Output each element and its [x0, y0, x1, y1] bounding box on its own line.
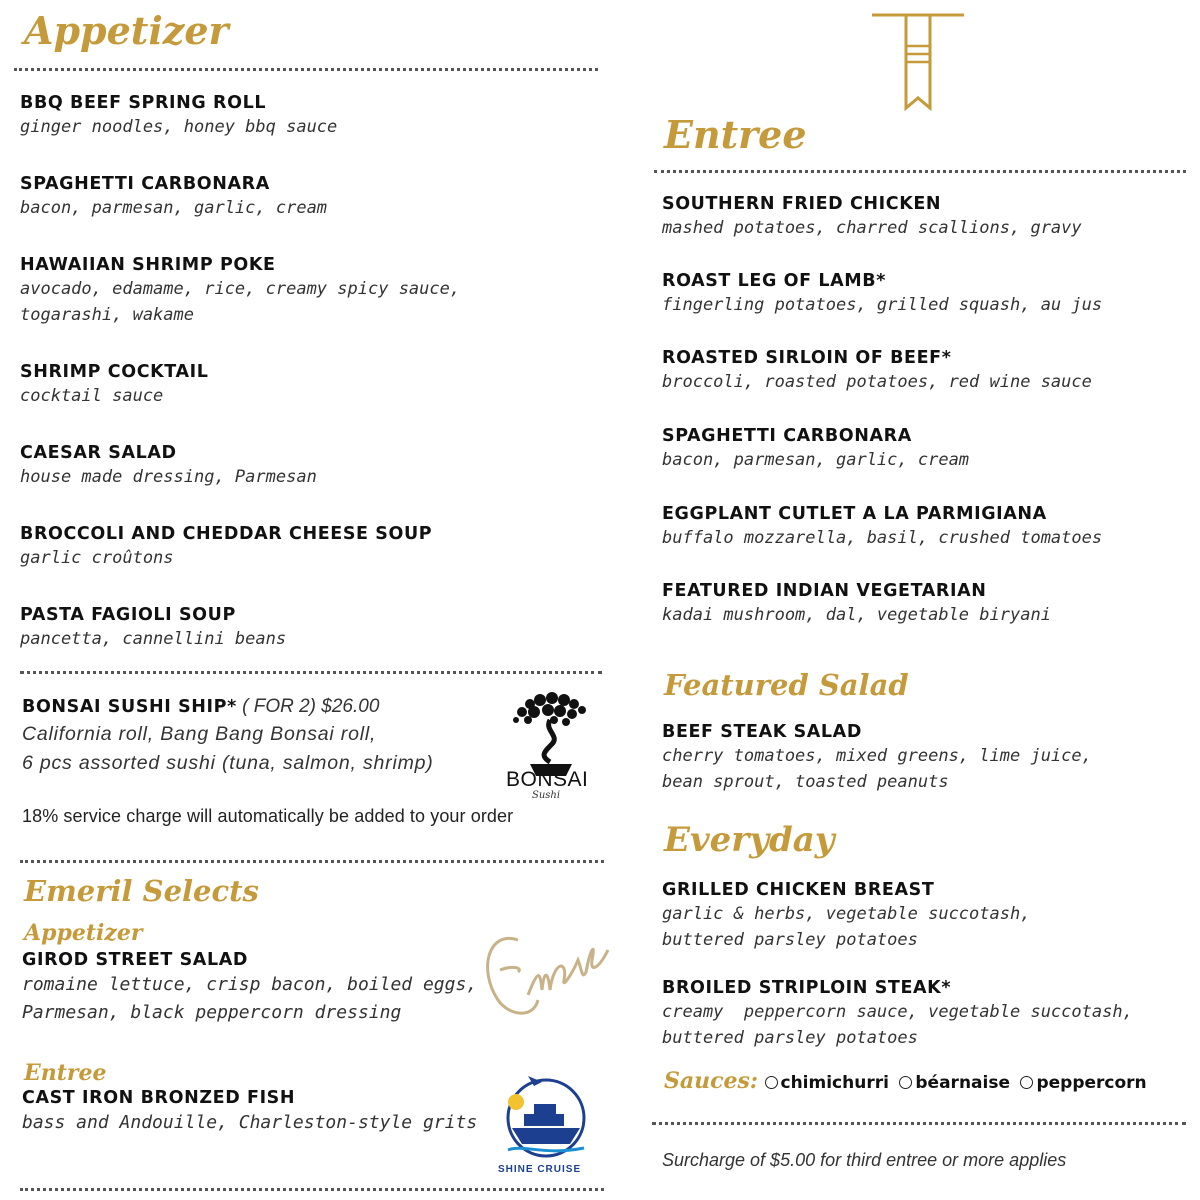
featured-salad-heading: Featured Salad — [664, 668, 909, 702]
item-description: bass and Andouille, Charleston-style grits — [22, 1112, 478, 1133]
sauce-radio[interactable] — [765, 1076, 778, 1089]
item-description: togarashi, wakame — [20, 305, 194, 325]
sauce-radio[interactable] — [1020, 1076, 1033, 1089]
item-name: SPAGHETTI CARBONARA — [20, 174, 270, 194]
menu-item — [20, 604, 286, 652]
item-description: avocado, edamame, rice, creamy spicy sauce, — [20, 279, 461, 299]
menu-item — [662, 721, 1092, 795]
menu-item — [662, 425, 969, 473]
menu-item — [662, 580, 1051, 628]
item-name: PASTA FAGIOLI SOUP — [20, 605, 236, 625]
item-name: BEEF STEAK SALAD — [662, 722, 862, 742]
item-description: bean sprout, toasted peanuts — [662, 772, 949, 792]
shine-cruise-logo-text: SHINE CRUISE — [498, 1164, 582, 1175]
emeril-selects-heading: Emeril Selects — [24, 874, 259, 908]
menu-item — [20, 442, 317, 490]
item-description: house made dressing, Parmesan — [20, 467, 317, 487]
menu-item — [20, 523, 432, 571]
sauces-row — [664, 1068, 1147, 1094]
item-description: creamy peppercorn sauce, vegetable succotash, — [662, 1002, 1133, 1022]
sauce-radio[interactable] — [899, 1076, 912, 1089]
item-name: BONSAI SUSHI SHIP* — [22, 697, 237, 717]
menu-item — [662, 503, 1102, 551]
item-description: buttered parsley potatoes — [662, 930, 918, 950]
divider — [652, 1122, 1186, 1125]
item-description: broccoli, roasted potatoes, red wine sauce — [662, 372, 1092, 392]
item-description: kadai mushroom, dal, vegetable biryani — [662, 605, 1051, 625]
bonsai-logo-text: BONSAI — [506, 768, 589, 791]
item-description: cherry tomatoes, mixed greens, lime juice, — [662, 746, 1092, 766]
item-name: ROAST LEG OF LAMB* — [662, 271, 886, 291]
emeril-entree-label: Entree — [24, 1060, 107, 1086]
item-name: FEATURED INDIAN VEGETARIAN — [662, 581, 987, 601]
item-name: SHRIMP COCKTAIL — [20, 362, 209, 382]
item-description: buffalo mozzarella, basil, crushed tomatoes — [662, 528, 1103, 548]
divider — [14, 68, 598, 71]
emeril-appetizer-label: Appetizer — [24, 920, 143, 946]
menu-item — [662, 270, 1102, 318]
menu-item — [662, 977, 1133, 1051]
item-description: 6 pcs assorted sushi (tuna, salmon, shrimp) — [22, 752, 434, 774]
divider — [20, 671, 602, 674]
divider — [654, 170, 1186, 173]
menu-item — [662, 347, 1092, 395]
divider — [20, 1188, 604, 1191]
bonsai-logo-script: Sushi — [532, 790, 561, 801]
item-description: California roll, Bang Bang Bonsai roll, — [22, 723, 377, 745]
shine-cruise-logo — [494, 1068, 598, 1180]
item-description: bacon, parmesan, garlic, cream — [662, 450, 970, 470]
cruise-ship-icon — [494, 1068, 598, 1160]
item-description: cocktail sauce — [20, 386, 164, 406]
menu-item — [22, 949, 477, 1027]
item-name: ROASTED SIRLOIN OF BEEF* — [662, 348, 952, 368]
sauce-option-peppercorn: peppercorn — [1036, 1073, 1147, 1093]
item-description: mashed potatoes, charred scallions, gravy — [662, 218, 1082, 238]
appetizer-heading: Appetizer — [24, 8, 229, 53]
item-name: GIROD STREET SALAD — [22, 950, 248, 970]
menu-item — [662, 193, 1082, 241]
price-note: ( FOR 2) $26.00 — [236, 696, 380, 717]
emeril-signature-logo — [478, 900, 618, 1040]
item-description: ginger noodles, honey bbq sauce — [20, 117, 338, 137]
item-description: Parmesan, black peppercorn dressing — [22, 1002, 402, 1023]
item-name: BBQ BEEF SPRING ROLL — [20, 93, 267, 113]
item-name: CAST IRON BRONZED FISH — [22, 1088, 296, 1108]
item-description: bacon, parmesan, garlic, cream — [20, 198, 328, 218]
menu-item — [20, 361, 208, 409]
sushi-item — [22, 694, 434, 778]
ribbon-icon — [868, 10, 968, 114]
item-description: fingerling potatoes, grilled squash, au jus — [662, 295, 1103, 315]
item-name: GRILLED CHICKEN BREAST — [662, 880, 935, 900]
item-name: EGGPLANT CUTLET A LA PARMIGIANA — [662, 504, 1047, 524]
everyday-heading: Everyday — [664, 820, 835, 860]
item-description: buttered parsley potatoes — [662, 1028, 918, 1048]
menu-item — [662, 879, 1030, 953]
item-name: SOUTHERN FRIED CHICKEN — [662, 194, 942, 214]
item-name: BROCCOLI AND CHEDDAR CHEESE SOUP — [20, 524, 433, 544]
item-description: pancetta, cannellini beans — [20, 629, 287, 649]
item-name: SPAGHETTI CARBONARA — [662, 426, 912, 446]
item-name: CAESAR SALAD — [20, 443, 177, 463]
item-description: garlic & herbs, vegetable succotash, — [662, 904, 1031, 924]
menu-item — [20, 92, 337, 140]
divider — [20, 860, 604, 863]
item-description: garlic croûtons — [20, 548, 174, 568]
item-description: romaine lettuce, crisp bacon, boiled eggs, — [22, 974, 478, 995]
sauce-option-chimichurri: chimichurri — [780, 1073, 889, 1093]
menu-item — [20, 173, 327, 221]
menu-item — [22, 1087, 477, 1137]
item-name: HAWAIIAN SHRIMP POKE — [20, 255, 276, 275]
menu-item — [20, 254, 460, 328]
surcharge-note: Surcharge of $5.00 for third entree or more applies — [662, 1150, 1067, 1170]
sauces-label: Sauces: — [664, 1068, 759, 1094]
sauce-option-bearnaise: béarnaise — [915, 1073, 1010, 1093]
item-name: BROILED STRIPLOIN STEAK* — [662, 978, 952, 998]
service-charge-note: 18% service charge will automatically be added to your order — [22, 806, 514, 826]
bonsai-logo — [500, 690, 600, 810]
entree-heading: Entree — [664, 112, 807, 157]
